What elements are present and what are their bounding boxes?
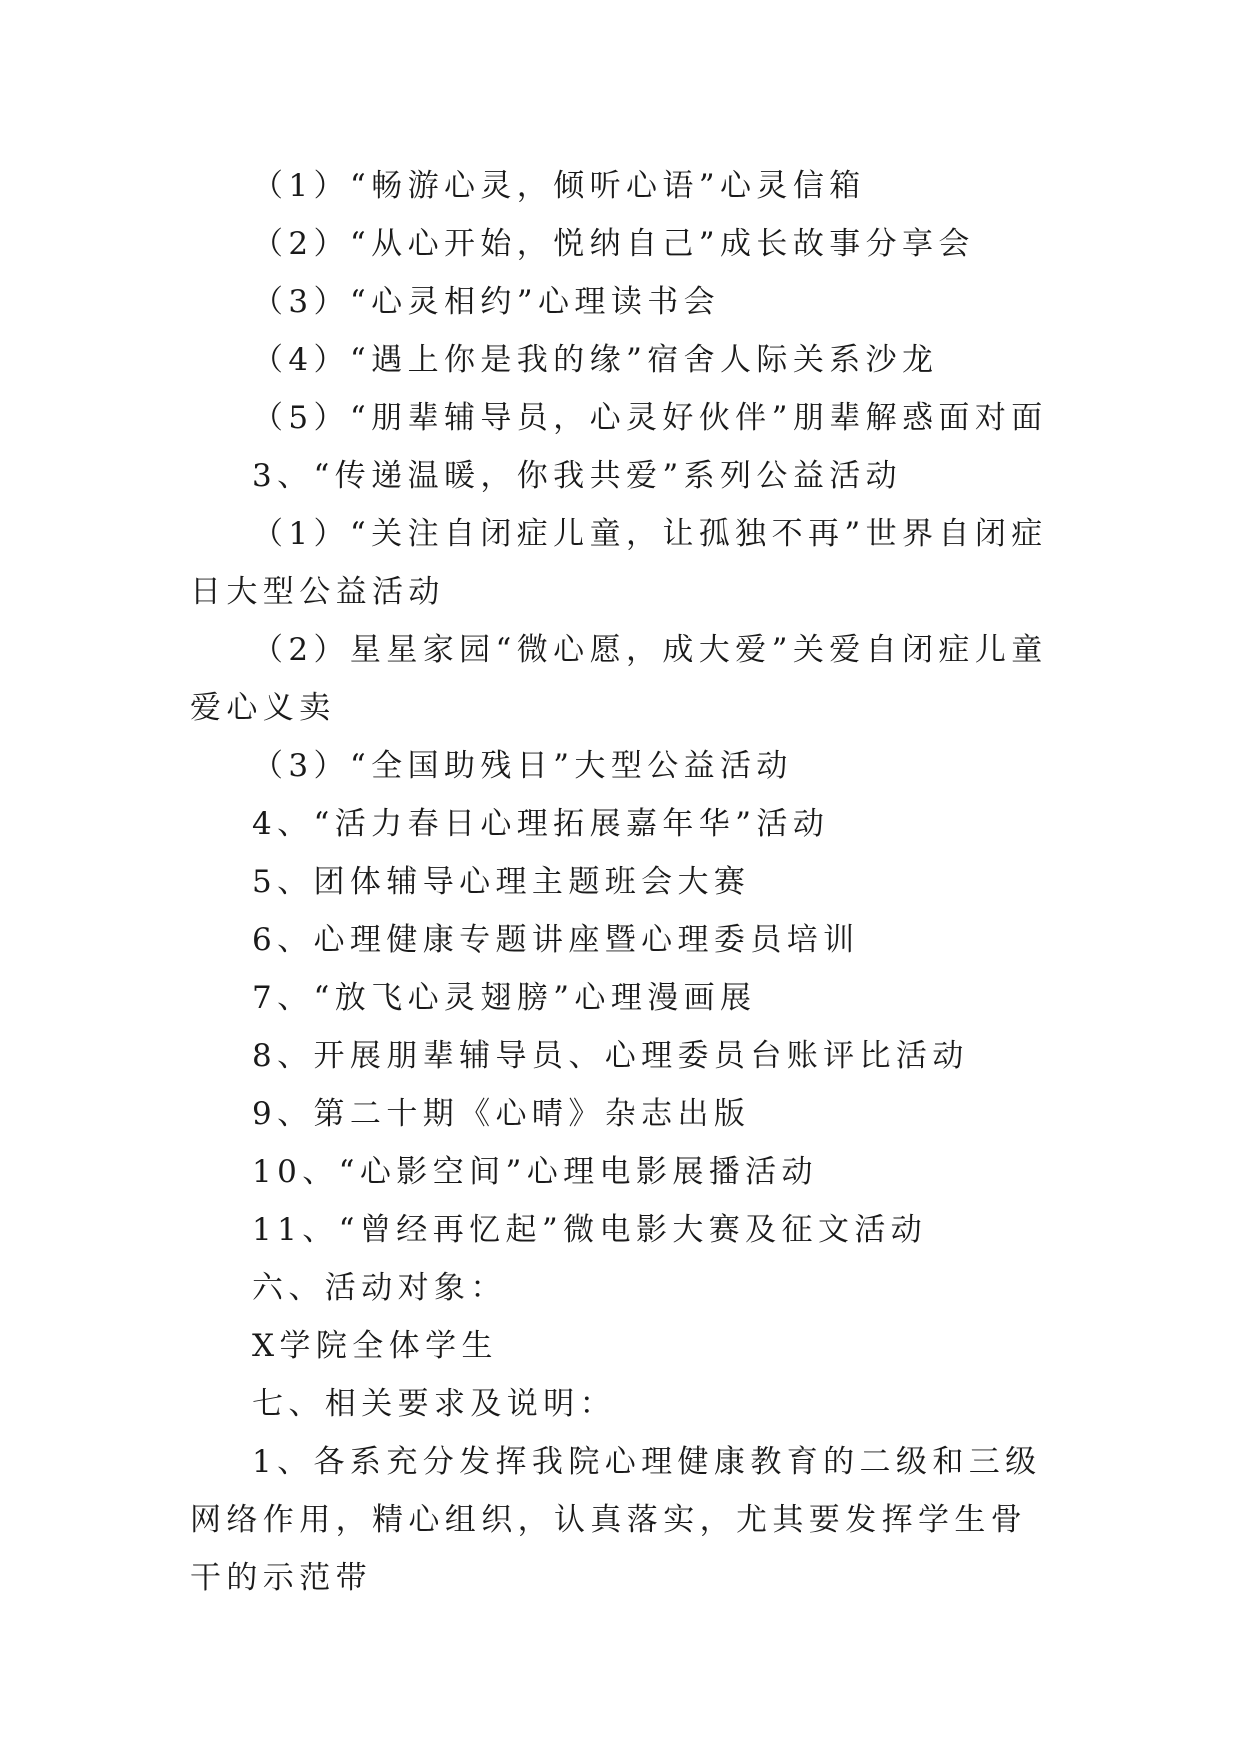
paragraph: （4）“遇上你是我的缘”宿舍人际关系沙龙 [252, 342, 939, 378]
section-heading: 七、相关要求及说明： [252, 1386, 616, 1422]
paragraph: 7、“放飞心灵翅膀”心理漫画展 [252, 980, 757, 1016]
paragraph: 5、团体辅导心理主题班会大赛 [252, 864, 751, 900]
paragraph: （1）“畅游心灵，倾听心语”心灵信箱 [252, 168, 866, 204]
paragraph: （1）“关注自闭症儿童，让孤独不再”世界自闭症日大型公益活动 [190, 516, 1048, 610]
paragraph: 6、心理健康专题讲座暨心理委员培训 [252, 922, 860, 958]
paragraph: X学院全体学生 [252, 1328, 498, 1364]
paragraph: 1、各系充分发挥我院心理健康教育的二级和三级网络作用，精心组织，认真落实，尤其要发挥学生骨干的示范带 [190, 1444, 1042, 1596]
paragraph: （3）“心灵相约”心理读书会 [252, 284, 721, 320]
document-body [190, 157, 1050, 1607]
paragraph: 10、“心影空间”心理电影展播活动 [252, 1154, 818, 1190]
paragraph: （2）“从心开始，悦纳自己”成长故事分享会 [252, 226, 975, 262]
paragraph: 11、“曾经再忆起”微电影大赛及征文活动 [252, 1212, 928, 1248]
paragraph: 9、第二十期《心晴》杂志出版 [252, 1096, 751, 1132]
paragraph: （3）“全国助残日”大型公益活动 [252, 748, 793, 784]
paragraph: （5）“朋辈辅导员，心灵好伙伴”朋辈解惑面对面 [252, 400, 1048, 436]
paragraph: 4、“活力春日心理拓展嘉年华”活动 [252, 806, 830, 842]
paragraph: 8、开展朋辈辅导员、心理委员台账评比活动 [252, 1038, 969, 1074]
paragraph: （2）星星家园“微心愿，成大爱”关爱自闭症儿童爱心义卖 [190, 632, 1048, 726]
section-heading: 六、活动对象： [252, 1270, 507, 1306]
paragraph: 3、“传递温暖，你我共爱”系列公益活动 [252, 458, 903, 494]
